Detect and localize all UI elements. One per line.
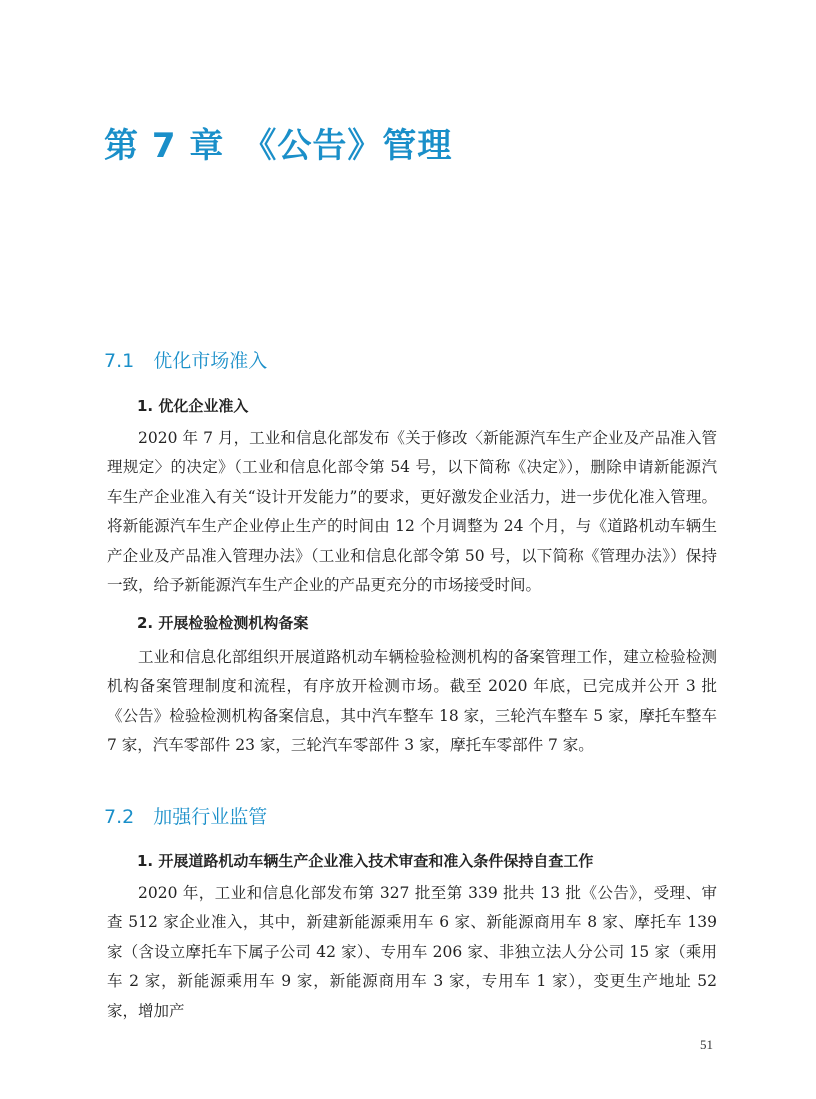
chapter-title: 第 7 章 《公告》管理: [104, 126, 453, 166]
paragraph-optimize-enterprise-access: 2020 年 7 月，工业和信息化部发布《关于修改〈新能源汽车生产企业及产品准入管理规定〉的决定》（工业和信息化部令第 54 号，以下简称《决定》），删除申请新能源汽车生产企业准入有关“设计开发能力”的要求，更好激发企业活力，进一步优化准入管理。将新能源汽车生产企业停止生产的时间由 12 个月调整为 24 个月，与《道路机动车辆生产企业及产品准入管理办法》（工业和信息化部令第 50 号，以下简称《管理办法》）保持一致，给予新能源汽车生产企业的产品更充分的市场接受时间。: [107, 429, 717, 595]
subsection-title-testing-institution-filing: 2. 开展检验检测机构备案: [137, 614, 309, 632]
subsection-title-access-review: 1. 开展道路机动车辆生产企业准入技术审查和准入条件保持自查工作: [137, 852, 594, 870]
page-number: 51: [700, 1037, 713, 1052]
subsection-title-optimize-enterprise-access: 1. 优化企业准入: [137, 397, 249, 415]
section-title-7-1: 7.1 优化市场准入: [104, 350, 268, 372]
paragraph-access-review: 2020 年，工业和信息化部发布第 327 批至第 339 批共 13 批《公告》，受理、审查 512 家企业准入，其中，新建新能源乘用车 6 家、新能源商用车 8 家、摩托车 139 家（含设立摩托车下属子公司 42 家）、专用车 206 家、非独立法人分公司 15 家（乘用车 2 家，新能源乘用车 9 家，新能源商用车 3 家，专用车 1 家），变更生产地址 52 家，增加产: [107, 884, 717, 1020]
section-title-7-2: 7.2 加强行业监管: [104, 806, 268, 828]
paragraph-testing-institution-filing: 工业和信息化部组织开展道路机动车辆检验检测机构的备案管理工作，建立检验检测机构备案管理制度和流程，有序放开检测市场。截至 2020 年底，已完成并公开 3 批《公告》检验检测机构备案信息，其中汽车整车 18 家，三轮汽车整车 5 家，摩托车整车 7 家，汽车零部件 23 家，三轮汽车零部件 3 家，摩托车零部件 7 家。: [107, 648, 717, 755]
